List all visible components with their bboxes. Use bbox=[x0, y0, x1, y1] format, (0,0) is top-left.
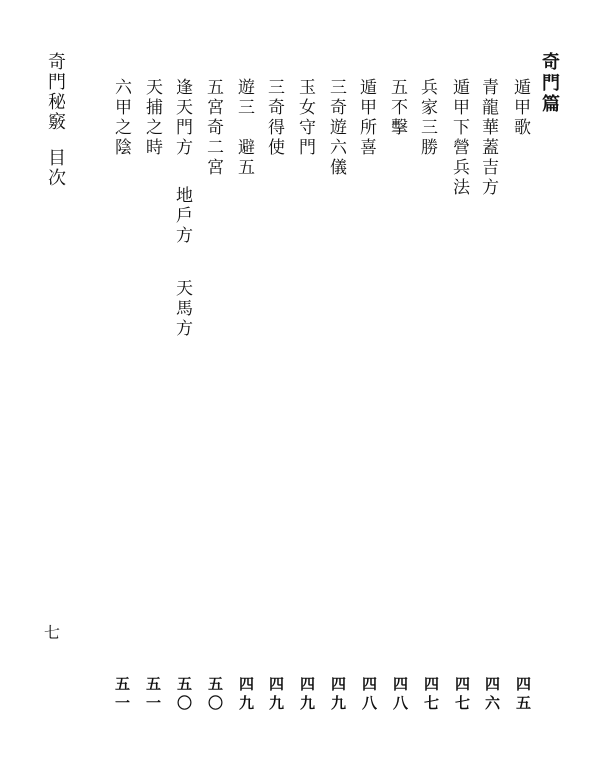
toc-entry: 遊三 避五 bbox=[234, 78, 254, 178]
toc-sub-entry: 地戶方 bbox=[172, 186, 192, 246]
toc-entry: 天捕之時 bbox=[142, 78, 162, 158]
toc-page-number: 四八 bbox=[391, 676, 409, 714]
section-label: 目次 bbox=[45, 148, 66, 188]
toc-page-number: 四六 bbox=[483, 676, 501, 714]
toc-page-number: 五〇 bbox=[175, 676, 193, 714]
book-title: 奇門秘竅 bbox=[45, 52, 66, 132]
toc-page-number: 四九 bbox=[267, 676, 285, 714]
toc-page-number: 四八 bbox=[360, 676, 378, 714]
toc-sub-entry: 天馬方 bbox=[172, 279, 192, 339]
chapter-title: 奇門篇 bbox=[539, 52, 560, 115]
toc-entry: 五不擊 bbox=[387, 78, 407, 138]
toc-entry: 逢天門方 bbox=[172, 78, 192, 158]
toc-page-number: 四九 bbox=[329, 676, 347, 714]
toc-page-number: 四七 bbox=[453, 676, 471, 714]
toc-page-number: 四七 bbox=[422, 676, 440, 714]
toc-page-number: 四九 bbox=[237, 676, 255, 714]
toc-entry: 遁甲所喜 bbox=[356, 78, 376, 158]
toc-entry: 六甲之陰 bbox=[111, 78, 131, 158]
toc-page-number: 四五 bbox=[514, 676, 532, 714]
toc-entry: 五宮奇二宮 bbox=[203, 78, 223, 178]
toc-entry: 玉女守門 bbox=[295, 78, 315, 158]
toc-page-number: 五一 bbox=[113, 676, 131, 714]
toc-page-number: 五一 bbox=[144, 676, 162, 714]
toc-entry: 三奇遊六儀 bbox=[326, 78, 346, 178]
toc-entry: 兵家三勝 bbox=[417, 78, 437, 158]
toc-page-number: 四九 bbox=[298, 676, 316, 714]
toc-entry: 遁甲歌 bbox=[510, 78, 530, 138]
toc-page-number: 五〇 bbox=[206, 676, 224, 714]
page-number: 七 bbox=[44, 623, 61, 642]
toc-entry: 遁甲下營兵法 bbox=[449, 78, 469, 198]
toc-entry: 三奇得使 bbox=[264, 78, 284, 158]
toc-entry: 青龍華蓋吉方 bbox=[478, 78, 498, 198]
